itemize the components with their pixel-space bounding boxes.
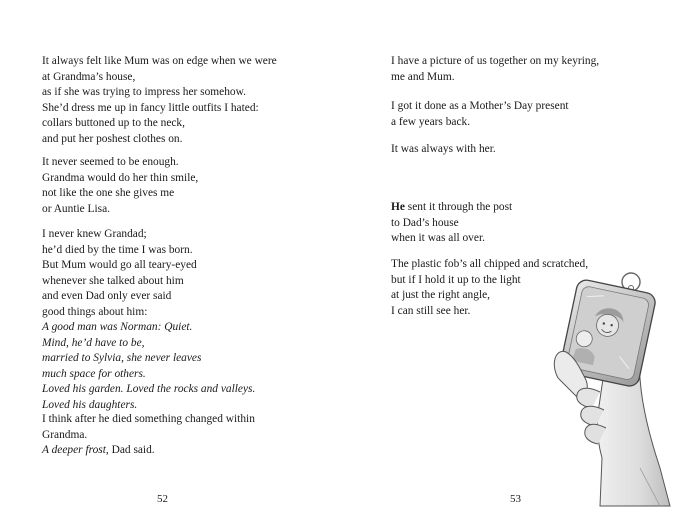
stanza bbox=[42, 54, 277, 147]
text-line: whenever she talked about him bbox=[42, 274, 184, 287]
text-line: not like the one she gives me bbox=[42, 187, 175, 199]
text-line: and put her poshest clothes on. bbox=[42, 132, 183, 145]
text-line: married to Sylvia, she never leaves bbox=[42, 352, 202, 364]
text-line: to Dad’s house bbox=[391, 216, 459, 229]
stanza bbox=[391, 142, 496, 158]
stanza bbox=[391, 99, 569, 130]
text-line: collars buttoned up to the neck, bbox=[42, 117, 185, 129]
text-line: It always felt like Mum was on edge when we were bbox=[42, 55, 277, 67]
stanza bbox=[42, 155, 198, 217]
text-line: at just the right angle, bbox=[391, 289, 491, 301]
right-page-number: 53 bbox=[510, 493, 521, 505]
text-line: as if she was trying to impress her somehow. bbox=[42, 86, 246, 98]
text-line: or Auntie Lisa. bbox=[42, 202, 111, 215]
text-line: It never seemed to be enough. bbox=[42, 156, 179, 168]
text-line: Loved his daughters. bbox=[42, 398, 138, 411]
text-segment: He bbox=[391, 201, 405, 213]
text-line: But Mum would go all teary-eyed bbox=[42, 259, 197, 271]
text-segment: A deeper frost, bbox=[42, 444, 109, 456]
right-page bbox=[340, 0, 680, 522]
text-line: but if I hold it up to the light bbox=[391, 273, 521, 286]
stanza bbox=[42, 227, 255, 413]
left-page-number: 52 bbox=[157, 493, 168, 505]
stanza bbox=[42, 412, 255, 459]
text-line: and even Dad only ever said bbox=[42, 290, 172, 302]
text-line: It was always with her. bbox=[391, 143, 496, 155]
text-segment: sent it through the post bbox=[404, 201, 513, 213]
stanza bbox=[391, 54, 599, 85]
text-segment: Dad said. bbox=[108, 444, 155, 456]
text-line: good things about him: bbox=[42, 305, 148, 318]
text-line: he’d died by the time I was born. bbox=[42, 243, 193, 256]
text-line: She’d dress me up in fancy little outfits I hated: bbox=[42, 101, 259, 114]
text-line: I have a picture of us together on my keyring, bbox=[391, 55, 600, 67]
text-line bbox=[42, 443, 255, 459]
text-line: when it was all over. bbox=[391, 232, 485, 244]
text-line: I got it done as a Mother’s Day present bbox=[391, 100, 569, 112]
text-line: Mind, he’d have to be, bbox=[42, 336, 145, 349]
text-line: I can still see her. bbox=[391, 304, 471, 317]
text-line: The plastic fob’s all chipped and scratched, bbox=[391, 258, 589, 270]
text-line: a few years back. bbox=[391, 115, 471, 128]
text-line: at Grandma’s house, bbox=[42, 70, 136, 83]
text-line: I never knew Grandad; bbox=[42, 228, 147, 240]
text-line: Grandma would do her thin smile, bbox=[42, 171, 199, 184]
text-line: A good man was Norman: Quiet. bbox=[42, 321, 193, 333]
text-line: much space for others. bbox=[42, 367, 146, 380]
hand-holding-keyring-icon bbox=[500, 268, 675, 508]
text-line bbox=[391, 200, 512, 216]
text-line: me and Mum. bbox=[391, 70, 455, 83]
text-line: Loved his garden. Loved the rocks and valleys. bbox=[42, 383, 256, 395]
stanza bbox=[391, 200, 512, 247]
text-line: Grandma. bbox=[42, 428, 88, 441]
text-line: I think after he died something changed within bbox=[42, 413, 255, 425]
